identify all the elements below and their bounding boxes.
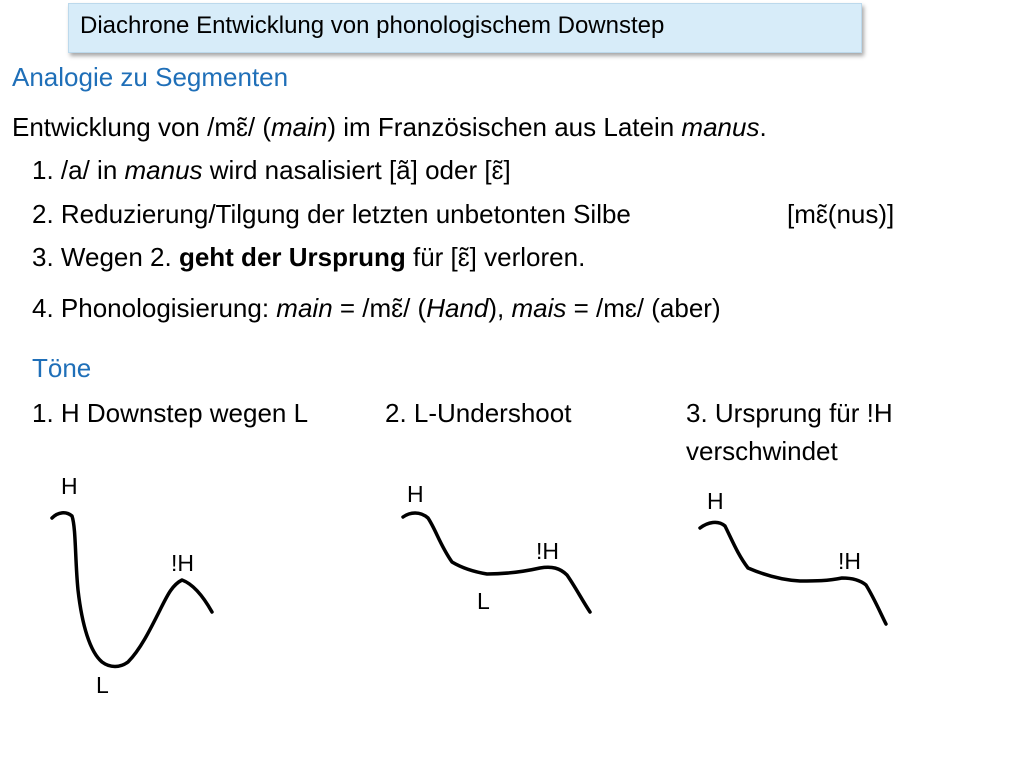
step-4-main: main — [276, 293, 333, 323]
toene-heading: Töne — [32, 353, 92, 383]
tone-label-l-1: L — [96, 672, 109, 698]
contour-2-undershoot — [403, 513, 590, 612]
step-4-mais: mais — [511, 293, 567, 323]
contour-1-downstep — [52, 513, 212, 667]
analogie-heading: Analogie zu Segmenten — [12, 62, 289, 92]
step-2: 2. Reduzierung/Tilgung der letzten unbetonten Silbe — [32, 199, 631, 229]
tone-label-h-3: H — [707, 488, 724, 514]
tone-label-dh-1: !H — [171, 550, 194, 576]
tone-label-dh-2: !H — [536, 538, 559, 564]
intro-text-2: ) im Französischen aus Latein — [327, 112, 682, 142]
step-3-text-1: 3. Wegen 2. — [32, 242, 179, 272]
step-1-manus: manus — [124, 155, 203, 185]
intro-manus: manus — [681, 112, 760, 142]
intro-text-1: Entwicklung von /mɛ̃/ ( — [12, 112, 272, 142]
step-4-hand: Hand — [426, 293, 489, 323]
tone-label-l-2: L — [477, 588, 490, 614]
column-3-heading-line-2: verschwindet — [686, 436, 838, 466]
step-3-bold: geht der Ursprung — [178, 242, 406, 272]
intro-main: main — [271, 112, 328, 142]
step-1-text-2: wird nasalisiert [ã] oder [ɛ̃] — [202, 155, 511, 185]
step-3-text-2: für [ɛ̃] verloren. — [405, 242, 586, 272]
intro-text-3: . — [759, 112, 767, 142]
column-2-heading: 2. L-Undershoot — [385, 398, 572, 428]
step-2-transcription: [mɛ̃(nus)] — [787, 199, 895, 229]
tone-label-h-1: H — [61, 473, 78, 499]
slide-title: Diachrone Entwicklung von phonologischem Downstep — [80, 12, 665, 39]
step-1-text-1: 1. /a/ in — [32, 155, 125, 185]
column-3-heading-line-1: 3. Ursprung für !H — [686, 398, 893, 428]
step-4-text-4: = /mɛ/ (aber) — [566, 293, 721, 323]
tone-label-h-2: H — [407, 481, 424, 507]
step-4-text-2: = /mɛ̃/ ( — [332, 293, 427, 323]
column-1-heading: 1. H Downstep wegen L — [32, 398, 309, 428]
tone-label-dh-3: !H — [838, 548, 861, 574]
step-4-text-3: ), — [488, 293, 512, 323]
step-4-text-1: 4. Phonologisierung: — [32, 293, 277, 323]
